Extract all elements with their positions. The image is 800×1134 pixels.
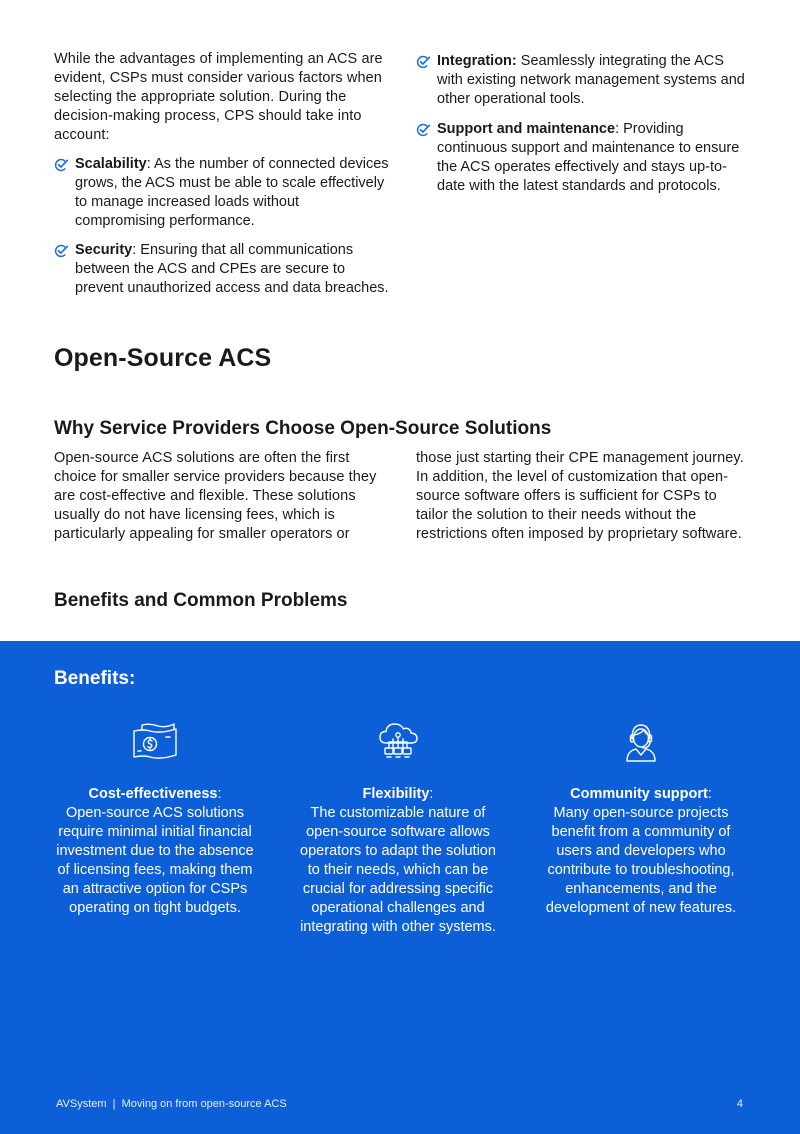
term-separator: : [132,242,141,258]
term-separator: : [615,121,624,137]
consideration-text: Providing continuous support and maintenance to ensure the ACS operates effectively and stays up-to-date with the latest standards and protocols. [437,121,740,194]
consideration-security [54,241,389,298]
benefit-text: The customizable nature of open-source software allows operators to adapt the solution to their needs, which can be crucial for addressing specific operational challenges and integrating with other systems. [300,805,496,935]
benefits-panel [0,641,800,1134]
benefit-flexibility [293,717,503,937]
benefits-title: Benefits: [54,668,136,689]
check-icon [416,122,431,137]
check-icon [54,243,69,258]
benefit-community-support [536,717,746,918]
check-icon [416,54,431,69]
benefit-cost-effectiveness [50,717,260,918]
consideration-term: Security [75,242,133,258]
footer-text: AVSystem | Moving on from open-source ACS [56,1098,287,1110]
benefits-problems-heading: Benefits and Common Problems [54,590,348,611]
consideration-term: Support and maintenance [437,121,616,137]
section-title: Open-Source ACS [54,344,272,372]
consideration-integration [416,52,751,109]
benefit-term: Flexibility [362,786,430,802]
page-number: 4 [736,1098,743,1110]
benefit-term: Cost-effectiveness [88,786,218,802]
money-icon [130,717,180,767]
benefit-label: Community support: [570,786,712,802]
benefit-term: Community support [570,786,708,802]
consideration-scalability [54,155,389,231]
intro-paragraph: While the advantages of implementing an ACS are evident, CSPs must consider various factors when selecting the appropriate solution. During the decision-making process, CPS should take into account: [54,51,383,143]
consideration-text: Seamlessly integrating the ACS with existing network management systems and other operational tools. [437,53,745,107]
consideration-term: Integration: [437,53,517,69]
consideration-text: Ensuring that all communications between the ACS and CPEs are secure to prevent unauthorized access and data breaches. [75,242,389,296]
benefit-label: Flexibility: [362,786,434,802]
why-paragraph-right: those just starting their CPE management journey. In addition, the level of customization that open-source software offers is sufficient for CSPs to tailor the solution to their needs without the restrictions often imposed by proprietary software. [416,450,744,542]
consideration-term: Scalability [75,156,147,172]
intro-column [54,50,389,298]
consideration-support [416,120,751,196]
benefit-label: Cost-effectiveness: [88,786,222,802]
why-heading: Why Service Providers Choose Open-Source Solutions [54,418,552,439]
why-paragraph-left: Open-source ACS solutions are often the first choice for smaller service providers because they are cost-effective and flexible. These solutions usually do not have licensing fees, which is particularly appealing for smaller operators or [54,450,377,542]
consideration-text: As the number of connected devices grows, the ACS must be able to scale effectively to manage increased loads without compromising performance. [75,156,389,229]
cloud-network-icon [373,717,423,767]
term-separator: : [146,156,154,172]
support-agent-icon [616,717,666,767]
considerations-column [416,52,751,196]
benefit-text: Many open-source projects benefit from a community of users and developers who contribute to troubleshooting, enhancements, and the development of new features. [545,805,737,916]
benefit-text: Open-source ACS solutions require minimal initial financial investment due to the absence of licensing fees, making them an attractive option for CSPs operating on tight budgets. [56,805,254,916]
check-icon [54,157,69,172]
